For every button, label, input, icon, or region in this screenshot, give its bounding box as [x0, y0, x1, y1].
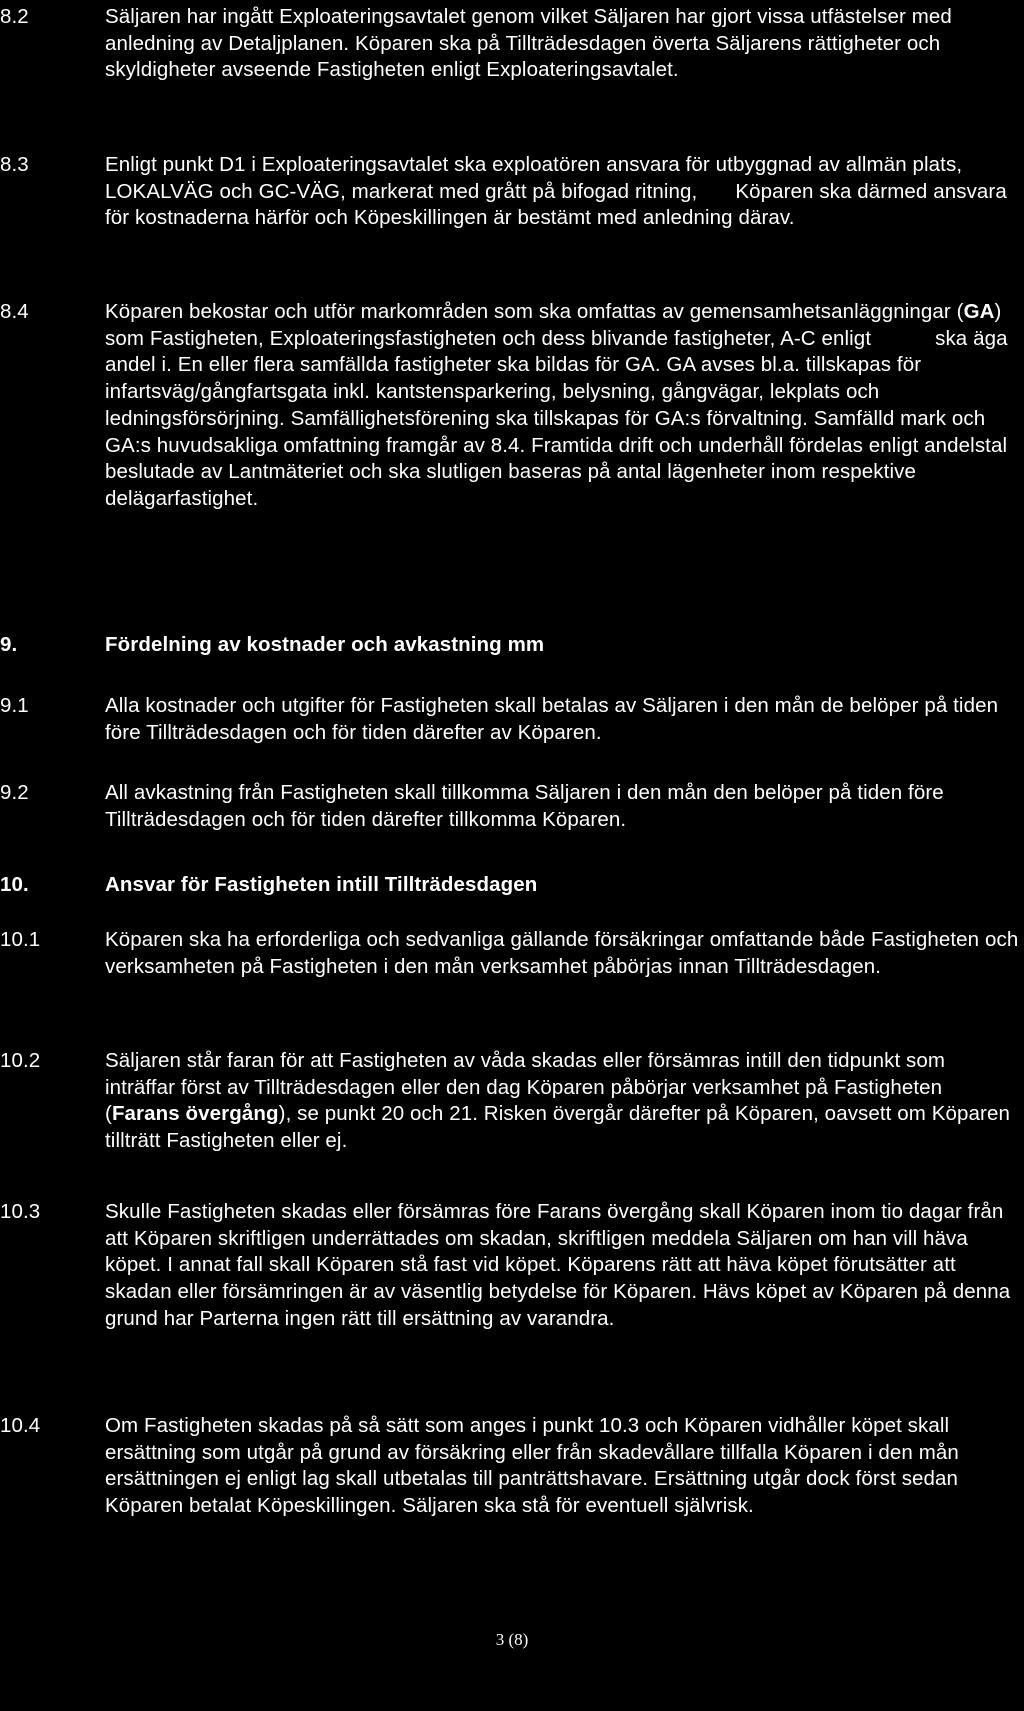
clause-number: 8.3	[0, 153, 29, 176]
clause-text: Alla kostnader och utgifter för Fastigheten skall betalas av Säljaren i den mån de belöper på tiden före Tillträdesdagen och för tiden därefter av Köparen.	[105, 694, 999, 744]
section-title: Ansvar för Fastigheten intill Tillträdesdagen	[105, 873, 538, 896]
clause-number: 9.1	[0, 694, 29, 717]
clause-text-part: ), se punkt 20 och 21. Risken övergår därefter på Köparen, oavsett om Köparen tillträtt Fastigheten eller ej.	[105, 1102, 1010, 1153]
clause-number: 9.2	[0, 781, 29, 804]
clause-text	[105, 152, 1020, 232]
clause-text-part: Enligt punkt D1 i Exploateringsavtalet ska exploatören ansvara för utbyggnad av allmän plats, LOKALVÄG och GC-VÄG, markerat med grått på bifogad ritning,	[105, 153, 963, 203]
clause-text	[105, 1048, 1020, 1155]
clause-number: 10.1	[0, 928, 41, 951]
clause-text-part: ) som Fastigheten, Exploateringsfastigheten och dess blivande fastigheter, A-C enligt	[105, 300, 1002, 350]
clause-text: Skulle Fastigheten skadas eller försämras före Farans övergång skall Köparen inom tio dagar från att Köparen skriftligen underrättades om skadan, skriftligen meddela Säljaren om han vill häva köpet. I annat fall skall Köparen stå fast vid köpet. Köparens rätt att häva köpet förutsätter att skadan eller försämringen är av väsentlig betydelse för Köparen. Hävs köpet av Köparen på denna grund har Parterna ingen rätt till ersättning av varandra.	[105, 1200, 1011, 1330]
clause-text: All avkastning från Fastigheten skall tillkomma Säljaren i den mån den belöper på tiden före Tillträdesdagen och för tiden därefter tillkomma Köparen.	[105, 781, 944, 831]
clause-text: Köparen ska ha erforderliga och sedvanliga gällande försäkringar omfattande både Fastigheten och verksamheten på Fastigheten i den mån verksamhet påbörjas innan Tillträdesdagen.	[105, 928, 1019, 978]
page-number: 3 (8)	[495, 1630, 529, 1649]
section-number: 9.	[0, 633, 18, 656]
clause-text	[105, 299, 1020, 513]
clause-text-part: Köparen bekostar och utför markområden som ska omfattas av gemensamhetsanläggningar (	[105, 300, 964, 323]
defined-term-ga: GA	[963, 300, 995, 323]
clause-text: Säljaren har ingått Exploateringsavtalet genom vilket Säljaren har gjort vissa utfästelser med anledning av Detaljplanen. Köparen ska på Tillträdesdagen överta Säljarens rättigheter och skyldigheter avseende Fastigheten enligt Exploateringsavtalet.	[105, 5, 952, 82]
clause-number: 8.2	[0, 5, 29, 28]
clause-number: 10.3	[0, 1200, 41, 1223]
section-number: 10.	[0, 873, 29, 896]
clause-number: 10.4	[0, 1414, 41, 1437]
defined-term-farans-overgang: Farans övergång	[111, 1102, 279, 1126]
clause-number: 10.2	[0, 1049, 41, 1072]
clause-text: Om Fastigheten skadas på så sätt som anges i punkt 10.3 och Köparen vidhåller köpet skall ersättning som utgår på grund av försäkring eller från skadevållare tillfalla Köparen i den mån ersättningen ej enligt lag skall utbetalas till panträttshavare. Ersättning utgår dock först sedan Köparen betalat Köpeskillingen. Säljaren ska stå för eventuell självrisk.	[105, 1414, 959, 1518]
clause-text-part: Köparen ska därmed ansvara för kostnaderna härför och Köpeskillingen är bestämt med anledning därav.	[105, 179, 1007, 230]
section-title: Fördelning av kostnader och avkastning mm	[105, 633, 545, 656]
clause-text-part: ska äga andel i. En eller flera samfällda fastigheter ska bildas för GA. GA avses bl.a. tillskapas för infartsväg/gångfartsgata inkl. kantstensparkering, belysning, gångvägar, lekplats och ledningsförsörjning. Samfällighetsförening ska tillskapas för GA:s förvaltning. Samfälld mark och GA:s huvudsakliga omfattning framgår av 8.4. Framtida drift och underhåll fördelas enligt andelstal beslutade av Lantmäteriet och ska slutligen baseras på antal lägenheter inom respektive delägarfastighet.	[105, 326, 1008, 510]
clause-text-part: Säljaren står faran för att Fastigheten av våda skadas eller försämras intill den tidpunkt som inträffar först av Tillträdesdagen eller den dag Köparen påbörjar verksamhet på Fastigheten (	[105, 1049, 946, 1126]
clause-number: 8.4	[0, 300, 29, 323]
